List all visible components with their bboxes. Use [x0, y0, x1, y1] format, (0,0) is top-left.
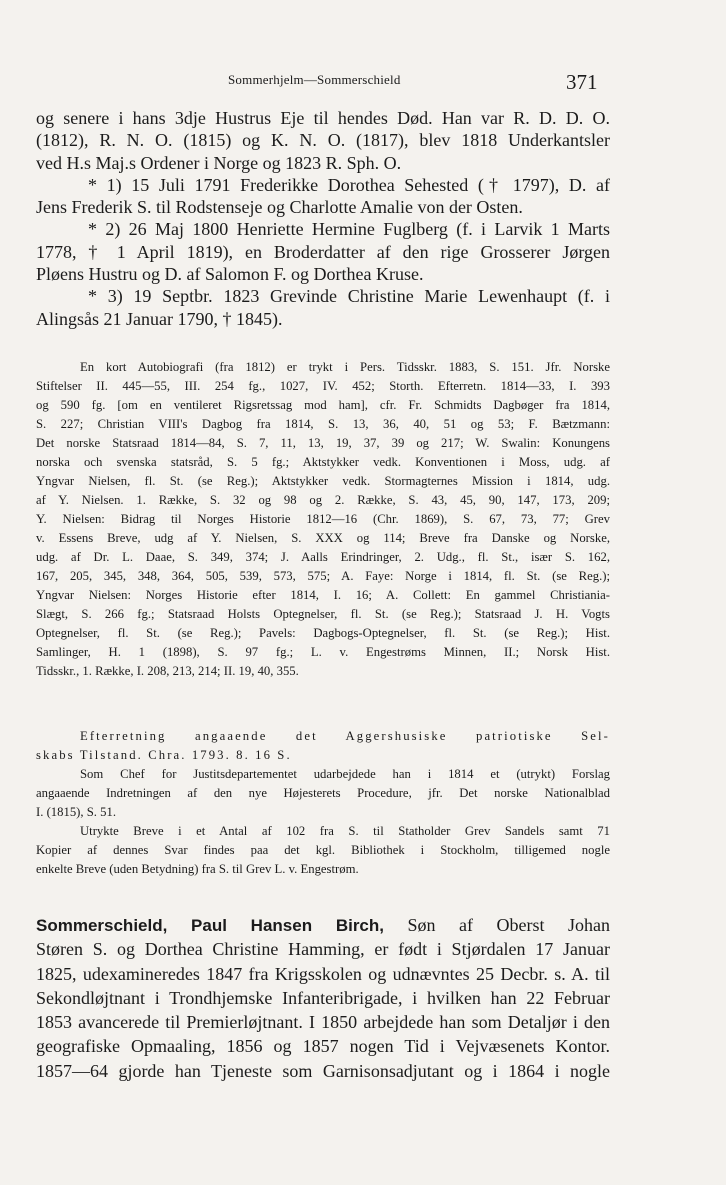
running-head [0, 70, 726, 94]
text-line: 1857—64 gjorde han Tjeneste som Garnisonsadjutant og i 1864 i nogle [36, 1060, 610, 1081]
entry-name: Sommerschield, Paul Hansen Birch, [36, 916, 384, 935]
works-line: Som Chef for Justitsdepartementet udarbejdede han i 1814 et (utrykt) Forslag [80, 767, 610, 781]
reference-line: S. 227; Christian VIII's Dagbog fra 1814, S. 13, 36, 40, 51 og 53; F. Bætzmann: [36, 417, 610, 431]
references [36, 358, 610, 681]
reference-line: Slægt, S. 266 fg.; Statsraad Holsts Optegnelser, fl. St. (se Reg.); Statsraad J. H. Vogts [36, 607, 610, 621]
text-line: (1812), R. N. O. (1815) og K. N. O. (1817), blev 1818 Underkantsler [36, 130, 610, 151]
reference-line: 167, 205, 345, 348, 364, 505, 539, 573, 575; A. Faye: Norge i 1814, fl. St. (se Reg.); [36, 569, 610, 583]
reference-line: Samlinger, H. 1 (1898), S. 97 fg.; L. v. Engestrøms Minnen, II.; Norsk Hist. [36, 645, 610, 659]
text-line: Pløens Hustru og D. af Salomon F. og Dorthea Kruse. [36, 264, 424, 285]
text-line: Alingsås 21 Januar 1790, † 1845). [36, 308, 283, 329]
text-line: Sekondløjtnant i Trondhjemske Infanteribrigade, i hvilken han 22 Februar [36, 987, 610, 1008]
reference-line: og 590 fg. [om en ventileret Rigsretssag mod ham], cfr. Fr. Schmidts Dagbøger fra 1814, [36, 398, 610, 412]
works-title-line: skabs Tilstand. Chra. 1793. 8. 16 S. [36, 748, 292, 762]
works-line: I. (1815), S. 51. [36, 805, 116, 819]
reference-line: Y. Nielsen: Bidrag til Norges Historie 1812—16 (Chr. 1869), S. 67, 73, 77; Grev [36, 512, 610, 526]
reference-line: Tidsskr., 1. Række, I. 208, 213, 214; II. 19, 40, 355. [36, 664, 299, 678]
works-line: Utrykte Breve i et Antal af 102 fra S. til Statholder Grev Sandels samt 71 [80, 824, 610, 838]
works-line: enkelte Breve (uden Betydning) fra S. til Grev L. v. Engestrøm. [36, 862, 359, 876]
biography-first-line [36, 913, 610, 937]
text-line: Søn af Oberst Johan [407, 915, 610, 935]
reference-line: En kort Autobiografi (fra 1812) er trykt i Pers. Tidsskr. 1883, S. 151. Jfr. Norske [80, 360, 610, 374]
reference-line: Det norske Statsraad 1814—84, S. 7, 11, 13, 19, 37, 39 og 217; W. Swalin: Konungens [36, 436, 610, 450]
reference-line: v. Essens Breve, udg af Y. Nielsen, S. XXX og 114; Breve fra Danske og Norske, [36, 531, 610, 545]
text-line: Jens Frederik S. til Rodstenseje og Charlotte Amalie von der Osten. [36, 197, 523, 218]
reference-line: Stiftelser II. 445—55, III. 254 fg., 1027, IV. 452; Storth. Efterretn. 1814—33, I. 393 [36, 379, 610, 393]
reference-line: Yngvar Nielsen, fl. St. (se Reg.); Aktstykker vedk. Stormagternes Mission i 1814, udg. [36, 474, 610, 488]
text-line: ved H.s Maj.s Ordener i Norge og 1823 R. Sph. O. [36, 152, 402, 173]
text-line: Støren S. og Dorthea Christine Hamming, er født i Stjørdalen 17 Januar [36, 939, 610, 960]
running-title: Sommerhjelm—Sommerschield [228, 72, 401, 87]
works-line: Kopier af dennes Svar findes paa det kgl. Bibliothek i Stockholm, tilligemed nogle [36, 843, 610, 857]
text-line: * 1) 15 Juli 1791 Frederikke Dorothea Sehested († 1797), D. af [88, 174, 610, 195]
page-number: 371 [566, 70, 598, 94]
works-line: angaaende Indretningen af den nye Højesterets Procedure, jfr. Det norske Nationalblad [36, 786, 610, 800]
text-line: og senere i hans 3dje Hustrus Eje til hendes Død. Han var R. D. D. O. [36, 108, 610, 128]
text-line: geografiske Opmaaling, 1856 og 1857 nogen Tid i Vejvæsenets Kontor. [36, 1036, 610, 1057]
text-line: 1853 avancerede til Premierløjtnant. I 1850 arbejdede han som Detaljør i den [36, 1012, 610, 1033]
biography [36, 913, 610, 1083]
text-line: 1778, † 1 April 1819), en Broderdatter af den rige Grosserer Jørgen [36, 241, 610, 262]
works [36, 727, 610, 879]
reference-line: Yngvar Nielsen: Norges Historie efter 1814, I. 16; A. Collett: En gammel Christiania- [36, 588, 610, 602]
reference-line: norska och svenska statsråd, S. 5 fg.; Aktstykker vedk. Konventionen i Moss, udg. af [36, 455, 610, 469]
text-line: * 2) 26 Maj 1800 Henriette Hermine Fuglberg (f. i Larvik 1 Marts [88, 219, 610, 240]
works-title-line: Efterretning angaaende det Aggershusiske patriotiske Sel- [80, 729, 610, 743]
main-text [36, 107, 610, 330]
reference-line: udg. af Dr. L. Daae, S. 349, 374; J. Aalls Erindringer, 2. Udg., fl. St., især S. 162, [36, 550, 610, 564]
text-line: * 3) 19 Septbr. 1823 Grevinde Christine Marie Lewenhaupt (f. i [88, 286, 610, 307]
text-line: 1825, udexamineredes 1847 fra Krigsskolen og udnævntes 25 Decbr. s. A. til [36, 963, 610, 984]
reference-line: Optegnelser, fl. St. (se Reg.); Pavels: Dagbogs-Optegnelser, fl. St. (se Reg.); Hist. [36, 626, 610, 640]
reference-line: af Y. Nielsen. 1. Række, S. 32 og 98 og 2. Række, S. 43, 45, 90, 147, 173, 209; [36, 493, 610, 507]
